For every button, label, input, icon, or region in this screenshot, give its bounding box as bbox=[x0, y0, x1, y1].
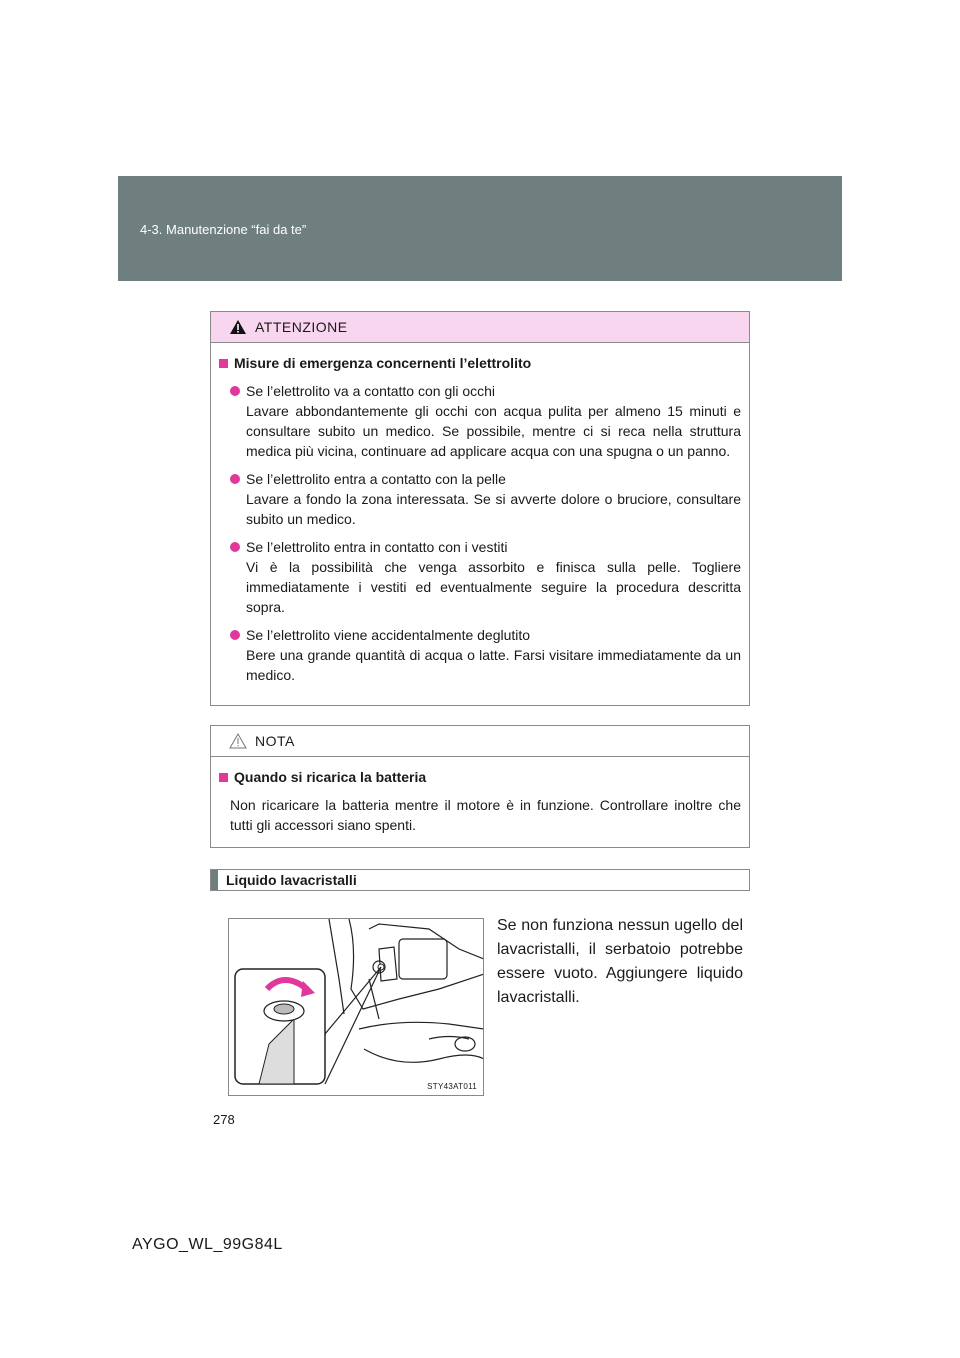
item-text: Bere una grande quantità di acqua o latte. Farsi visitare immediatamente da un medico. bbox=[246, 647, 741, 683]
item-heading: Se l’elettrolito viene accidentalmente deglutito bbox=[246, 627, 531, 643]
list-item bbox=[230, 537, 741, 617]
item-heading: Se l’elettrolito va a contatto con gli occhi bbox=[246, 383, 496, 399]
item-text: Vi è la possibilità che venga assorbito e finisca sulla pelle. Togliere immediatamente i vestiti ed eventualmente seguire la procedura descritta sopra. bbox=[246, 559, 741, 615]
section-body: Se non funziona nessun ugello del lavacristalli, il serbatoio potrebbe essere vuoto. Aggiungere liquido lavacristalli. bbox=[497, 917, 743, 1006]
square-bullet-icon bbox=[219, 773, 228, 782]
section-tab bbox=[211, 870, 218, 890]
circle-bullet-icon bbox=[230, 630, 240, 640]
item-heading: Se l’elettrolito entra in contatto con i vestiti bbox=[246, 539, 508, 555]
list-item bbox=[230, 625, 741, 685]
note-header bbox=[211, 726, 749, 757]
item-text: Lavare abbondantemente gli occhi con acqua pulita per almeno 15 minuti e consultare subito un medico. Se possibile, mentre ci si reca nella struttura medica più vicina, continuare ad applicare acqua con una spugna o un panno. bbox=[246, 403, 741, 459]
section-heading bbox=[210, 869, 750, 891]
caution-outline-icon bbox=[229, 733, 247, 749]
section-heading-title: Liquido lavacristalli bbox=[226, 872, 357, 888]
list-item bbox=[230, 381, 741, 461]
note-title: NOTA bbox=[255, 733, 295, 749]
figure-code: STY43AT011 bbox=[427, 1082, 477, 1091]
circle-bullet-icon bbox=[230, 386, 240, 396]
list-item bbox=[230, 469, 741, 529]
warning-header bbox=[211, 312, 749, 343]
circle-bullet-icon bbox=[230, 542, 240, 552]
engine-bay-illustration bbox=[229, 919, 484, 1096]
note-topic: Quando si ricarica la batteria bbox=[219, 767, 741, 787]
section-title: 4-3. Manutenzione “fai da te” bbox=[140, 222, 307, 237]
note-text: Non ricaricare la batteria mentre il motore è in funzione. Controllare inoltre che tutti gli accessori siano spenti. bbox=[230, 797, 741, 833]
warning-triangle-icon bbox=[229, 319, 247, 335]
warning-topic: Misure di emergenza concernenti l’elettrolito bbox=[219, 353, 741, 373]
washer-fluid-figure bbox=[228, 918, 484, 1096]
item-heading: Se l’elettrolito entra a contatto con la pelle bbox=[246, 471, 506, 487]
square-bullet-icon bbox=[219, 359, 228, 368]
warning-title: ATTENZIONE bbox=[255, 319, 348, 335]
circle-bullet-icon bbox=[230, 474, 240, 484]
document-code: AYGO_WL_99G84L bbox=[132, 1236, 283, 1253]
chapter-header bbox=[118, 176, 842, 281]
item-text: Lavare a fondo la zona interessata. Se si avverte dolore o bruciore, consultare subito un medico. bbox=[246, 491, 741, 527]
warning-box bbox=[210, 311, 750, 706]
page-number: 278 bbox=[213, 1112, 235, 1127]
note-box bbox=[210, 725, 750, 848]
